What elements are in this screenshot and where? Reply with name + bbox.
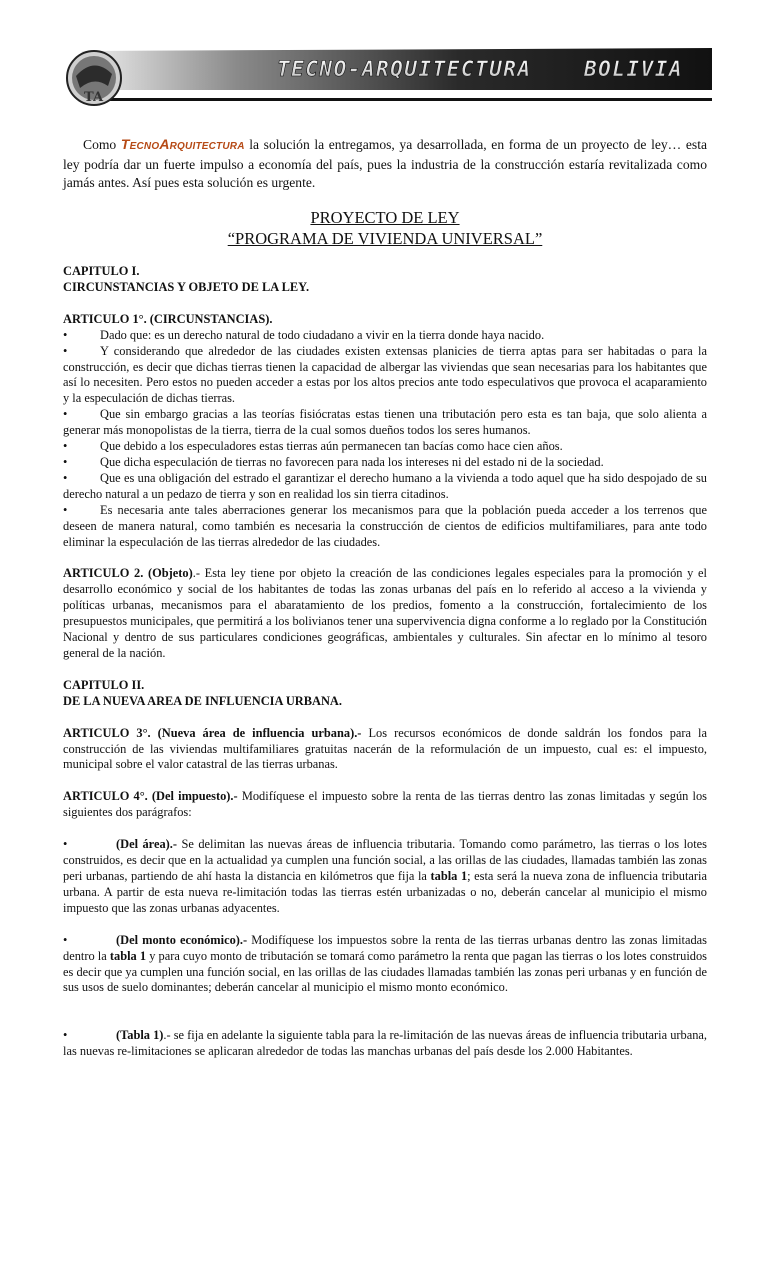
article-1-heading: ARTICULO 1°. (CIRCUNSTANCIAS). [63,311,273,326]
paragraph-del-monto: • (Del monto económico).- Modifíquese los impuestos sobre la renta de las tierras urbanas dentro las zonas limitadas dentro la tabla 1 y para cuyo monto de tributación se tomará como parámetro la renta que pagan las tierras o los lotes construidos es decir que ya cumplen una función social, en las orillas de las ciudades llamadas también las zonas peri urbanas y en función de sus usos de suelo dominantes; deberán cancelar al municipio el mismo monto económico. [63,932,707,995]
list-item: • Que sin embargo gracias a las teorías fisiócratas estas tienen una tributación pero esta es tan baja, que solo alienta a generar más monopolistas de la tierra, tierra de la cual somos dueños todos los seres humanos. [63,407,707,438]
header-banner [62,46,712,106]
brand-name: TECNOARQUITECTURA [120,136,245,152]
paragraph-del-area: • (Del área).- Se delimitan las nuevas áreas de influencia tributaria. Tomando como parámetro, las tierras o los lotes construidos, es decir que en la actualidad ya cumplen una función social, a las orillas de las ciudades, llamadas también las zonas peri urbanas, partiendo de ahí hasta la distancia en kilómetros que fija la tabla 1; esta será la nueva zona de influencia tributaria urbana. A partir de esta nueva re-limitación todas las tierras estén urbanizadas o no, deberán cancelar al municipio el mismo impuesto que las zonas urbanas adyacentes. [63,837,707,915]
law-title [63,207,707,249]
law-title-line1: PROYECTO DE LEY [310,208,460,227]
bullet-icon: • [63,470,68,485]
article-1-bullets [63,328,707,551]
law-title-line2: “PROGRAMA DE VIVIENDA UNIVERSAL” [227,229,543,248]
article-2: ARTICULO 2. (Objeto).- Esta ley tiene por objeto la creación de las condiciones legales especiales para la promoción y el desarrollo económico y social de los habitantes de todas las zonas urbanas del país en lo referido al acceso a la vivienda y políticas urbanas, mecanismos para el abaratamiento de los predios, fomento a la construcción, fortalecimiento de los presupuestos municipales, que permitirá a los bolivianos tener una supervivencia digna conforme a lo reglado por la Constitución Nacional y dentro de sus particulares condiciones geográficas, ambientales y culturales. Sin afectar en lo mínimo al tesoro general de la nación. [63,566,707,660]
logo-emblem [67,51,121,105]
article-2-heading: ARTICULO 2. (Objeto) [63,566,193,581]
bullet-icon: • [63,439,68,454]
list-item: • Y considerando que alrededor de las ciudades existen extensas planicies de tierra aptas para ser habitadas o para la construcción, es decir que dichas tierras tienen la capacidad de albergar las viviendas que sean necesarias para los habitantes que así lo necesiten. Pero estos no pueden acceder a estas por los altos precios ante todo especulativos que provoca el acaparamiento y la especulación de dichas tierras. [63,343,707,406]
paragraph-tabla-1: • (Tabla 1).- se fija en adelante la siguiente tabla para la re-limitación de las nuevas áreas de influencia tributaria urbana, las nuevas re-limitaciones se aplicaran alrededor de todas las manchas urbanas del país desde los 2.000 Habitantes. [63,1028,707,1059]
chapter-2-heading: CAPITULO II. DE LA NUEVA AREA DE INFLUENCIA URBANA. [63,677,342,708]
bullet-icon: • [63,343,68,358]
list-item: • Que dicha especulación de tierras no favorecen para nada los intereses ni del estado ni de la sociedad. [63,454,604,469]
article-4: ARTICULO 4°. (Del impuesto).- Modifíquese el impuesto sobre la renta de las tierras dentro las zonas limitadas y según los siguientes dos parágrafos: [63,789,707,820]
list-item: • Que es una obligación del estrado el garantizar el derecho humano a la vivienda a todo aquel que ha sido despojado de su derecho natural a un pedazo de tierra y son en realidad los sin tierra citadinos. [63,470,707,501]
bullet-icon: • [63,502,68,517]
bullet-icon: • [63,1028,68,1043]
intro-paragraph [63,135,707,192]
article-4-heading: ARTICULO 4°. (Del impuesto).- [63,789,238,804]
bullet-icon: • [63,454,68,469]
bullet-icon: • [63,327,68,342]
article-3: ARTICULO 3°. (Nueva área de influencia urbana).- Los recursos económicos de donde saldrán los fondos para la construcción de las viviendas multifamiliares gratuitas nacerán de la reformulación de un impuesto, cual es: el impuesto, municipal sobre el valor catastral de las tierras urbanas. [63,725,707,772]
intro-text: la solución la entregamos, ya desarrollada, en forma de un proyecto de ley… esta ley podría dar un fuerte impulso a economía del país, pues la industria de la construcción estaría revitalizada como jamás antes. Así pues esta solución es urgente. [63,137,708,190]
list-item: • Es necesaria ante tales aberraciones generar los mecanismos para que la población pueda acceder a los terrenos que deseen de manera natural, como también es necesaria la construcción de cientos de edificios multifamiliares, para ante todo eliminar la especulación de las tierras alrededor de las ciudades. [63,502,707,549]
article-3-heading: ARTICULO 3°. (Nueva área de influencia urbana).- [63,725,362,740]
intro-prefix: Como [83,137,117,152]
logo-text: TA [84,90,104,105]
bullet-icon: • [63,837,68,852]
bullet-icon: • [63,407,68,422]
chapter-1-heading: CAPITULO I. CIRCUNSTANCIAS Y OBJETO DE LA LEY. [63,264,310,294]
bullet-icon: • [63,932,68,947]
list-item: • Dado que: es un derecho natural de todo ciudadano a vivir en la tierra donde haya nacido. [63,327,545,342]
banner-title: TECNO-ARQUITECTURA [277,57,532,81]
banner-country: BOLIVIA [584,57,684,81]
document-body [63,135,707,1060]
list-item: • Que debido a los especuladores estas tierras aún permanecen tan bacías como hace cien años. [63,439,563,454]
